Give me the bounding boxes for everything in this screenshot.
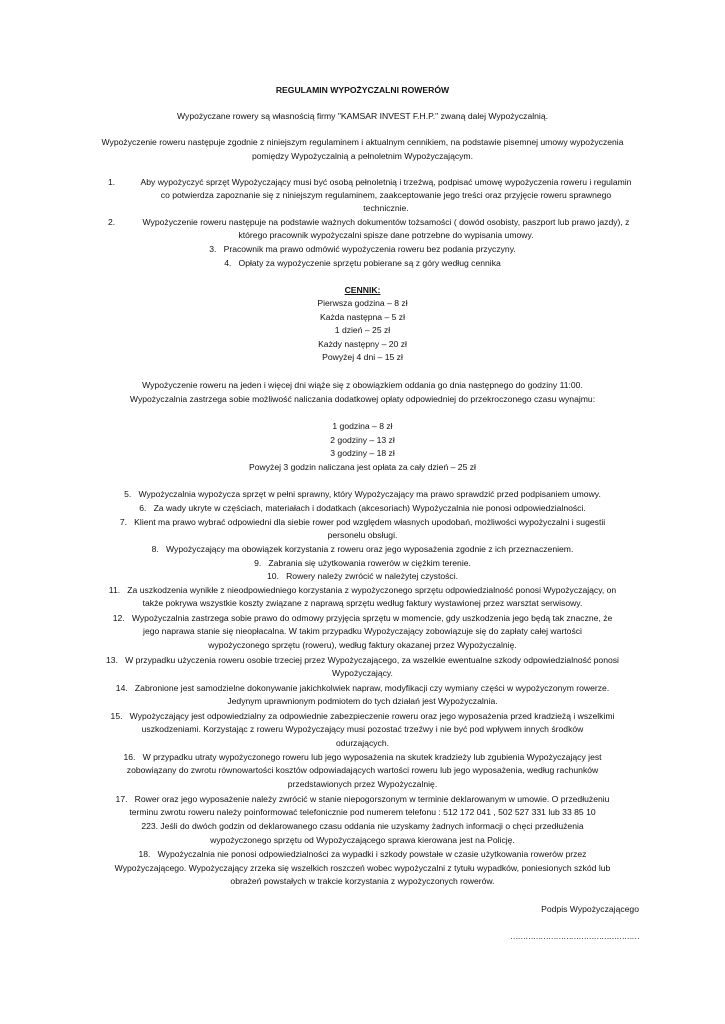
item-2-line-2: którego pracownik wypożyczalni spisze dane potrzebne do wypisania umowy. <box>238 230 534 240</box>
intro-paragraph-2b: pomiędzy Wypożyczalnią a pełnoletnim Wypożyczającym. <box>252 151 473 161</box>
item-18 <box>80 848 645 861</box>
item-number: 8. <box>151 544 159 554</box>
item-15-text-1: Wypożyczający jest odpowiedzialny za odpowiednie zabezpieczenie roweru oraz jego wyposażenia przed kradzieżą i wszelkimi <box>129 711 615 721</box>
item-number: 18. <box>138 849 151 859</box>
item-11 <box>80 584 645 597</box>
item-14 <box>80 682 645 695</box>
item-16 <box>80 751 645 764</box>
item-1-line-2: co potwierdza zapoznanie się z niniejszym regulaminem, zaakceptowanie jego treści oraz przyjęcie roweru sprawnego <box>160 190 612 200</box>
item-10 <box>80 570 645 583</box>
item-5-text: Wypożyczalnia wypożycza sprzęt w pełni sprawny, który Wypożyczający ma prawo sprawdzić przed podpisaniem umowy. <box>138 489 601 499</box>
late-fee-row: 3 godziny – 18 zł <box>330 448 395 458</box>
item-1-line-1: Aby wypożyczyć sprzęt Wypożyczający musi być osobą pełnoletnią i trzeźwą, podpisać umowę wypożyczenia roweru i regulamin <box>140 177 632 187</box>
item-2-line-1: Wypożyczenie roweru następuje na podstawie ważnych dokumentów tożsamości ( dowód osobisty, paszport lub prawo jazdy), z <box>142 217 630 227</box>
item-14-text-1: Zabronione jest samodzielne dokonywanie jakichkolwiek napraw, modyfikacji czy wymiany części w wypożyczonym rowerze. <box>134 683 610 693</box>
item-3-text: Pracownik ma prawo odmówić wypożyczenia roweru bez podania przyczyny. <box>223 244 516 254</box>
item-number: 2. <box>108 217 116 227</box>
item-number: 9. <box>254 558 262 568</box>
item-14-line-2: Jedynym uprawnionym podmiotem do tych działań jest Wypożyczalnia. <box>227 696 498 706</box>
late-return-paragraph-1: Wypożyczenie roweru na jeden i więcej dni wiąże się z obowiązkiem oddania go dnia następnego do godziny 11:00. <box>142 380 583 390</box>
item-number: 15. <box>110 711 123 721</box>
item-17-text-1: Rower oraz jego wyposażenie należy zwrócić w stanie niepogorszonym w terminie deklarowanym w umowie. O przedłużeniu <box>134 794 610 804</box>
signature-line: …………………………………………… <box>509 931 639 941</box>
item-3 <box>80 243 645 256</box>
item-number: 14. <box>115 683 128 693</box>
item-6 <box>80 502 645 515</box>
item-7-line-2: personelu obsługi. <box>327 530 398 540</box>
item-8 <box>80 543 645 556</box>
item-17-line-2: terminu zwrotu roweru należy poinformować telefonicznie pod numerem telefonu : 512 172 041 , 502 527 331 lub 33 85 10 <box>129 807 596 817</box>
item-16-line-3: przedstawionych przez Wypożyczalnię. <box>287 779 438 789</box>
item-number: 6. <box>139 503 147 513</box>
intro-paragraph-1: Wypożyczane rowery są własnością firmy "KAMSAR INVEST F.H.P." zwaną dalej Wypożyczalnią. <box>177 111 548 121</box>
item-17-line-3: 223. Jeśli do dwóch godzin od deklarowanego czasu oddania nie uzyskamy żadnych informacji o chęci przedłużenia <box>141 821 584 831</box>
item-15 <box>80 710 645 723</box>
item-11-text-1: Za uszkodzenia wynikłe z nieodpowiedniego korzystania z wypożyczonego sprzętu odpowiedzialność ponosi Wypożyczający, on <box>127 585 617 595</box>
item-13 <box>80 654 645 667</box>
item-6-text: Za wady ukryte w częściach, materiałach i dodatkach (akcesoriach) Wypożyczalnia nie ponosi odpowiedzialności. <box>153 503 586 513</box>
item-number: 1. <box>108 177 116 187</box>
item-13-line-2: Wypożyczający. <box>332 668 393 678</box>
item-number: 7. <box>119 517 127 527</box>
item-number: 17. <box>115 794 128 804</box>
item-number: 4. <box>224 258 232 268</box>
item-12-line-2: jego naprawa stanie się nieopłacalna. W takim przypadku Wypożyczający zobowiązuje się do zapłaty całej wartości <box>143 626 582 636</box>
item-7 <box>80 516 645 529</box>
item-5 <box>80 488 645 501</box>
item-17-line-4: wypożyczonego sprzętu od Wypożyczającego sprawa kierowana jest na Policję. <box>210 835 515 845</box>
item-15-line-2: uszkodzeniami. Korzystając z roweru Wypożyczający musi pozostać trzeźwy i nie być pod wpływem innych środków <box>141 724 584 734</box>
intro-paragraph-2a: Wypożyczenie roweru następuje zgodnie z niniejszym regulaminem i aktualnym cennikiem, na podstawie pisemnej umowy wypożyczenia <box>101 137 624 147</box>
item-number: 3. <box>209 244 217 254</box>
item-8-text: Wypożyczający ma obowiązek korzystania z roweru oraz jego wyposażenia zgodnie z ich przeznaczeniem. <box>165 544 574 554</box>
item-18-text-1: Wypożyczalnia nie ponosi odpowiedzialności za wypadki i szkody powstałe w czasie użytkowania rowerów przez <box>157 849 587 859</box>
signature-label: Podpis Wypożyczającego <box>541 904 639 914</box>
document-title: REGULAMIN WYPOŻYCZALNI ROWERÓW <box>275 85 450 95</box>
late-fee-row: 2 godziny – 13 zł <box>330 435 395 445</box>
item-number: 10. <box>266 571 279 581</box>
item-7-text-1: Klient ma prawo wybrać odpowiedni dla siebie rower pod względem własnych upodobań, możliwości wypożyczalni i sugestii <box>134 517 606 527</box>
item-number: 5. <box>124 489 132 499</box>
late-return-paragraph-2: Wypożyczalnia zastrzega sobie możliwość naliczania dodatkowej opłaty odpowiedniej do przekroczonego czasu wynajmu: <box>129 394 596 404</box>
item-9 <box>80 557 645 570</box>
item-number: 16. <box>123 752 136 762</box>
late-fee-row: 1 godzina – 8 zł <box>332 421 393 431</box>
pricing-row: Każdy następny – 20 zł <box>318 339 407 349</box>
item-4-text: Opłaty za wypożyczenie sprzętu pobierane są z góry według cennika <box>238 258 501 268</box>
item-9-text: Zabrania się użytkowania rowerów w ciężkim terenie. <box>268 558 471 568</box>
item-number: 11. <box>108 585 121 595</box>
pricing-heading: CENNIK: <box>344 285 381 295</box>
item-18-line-3: obrażeń powstałych w trakcie korzystania z wypożyczonych rowerów. <box>230 876 495 886</box>
item-12-text-1: Wypożyczalnia zastrzega sobie prawo do odmowy przyjęcia sprzętu w momencie, gdy uszkodzenia jego będą tak znaczne, że <box>131 613 613 623</box>
item-15-line-3: odurzających. <box>335 738 390 748</box>
item-16-text-1: W przypadku utraty wypożyczonego roweru lub jego wyposażenia na skutek kradzieży lub zgubienia Wypożyczający jest <box>142 752 602 762</box>
item-4 <box>80 257 645 270</box>
item-18-line-2: Wypożyczającego. Wypożyczający zrzeka się wszelkich roszczeń wobec wypożyczalni z tytułu wypadków, poniesionych szkód lub <box>114 863 611 873</box>
pricing-row: Powyżej 4 dni – 15 zł <box>322 352 403 362</box>
late-fee-row: Powyżej 3 godzin naliczana jest opłata za cały dzień – 25 zł <box>249 462 476 472</box>
item-16-line-2: zobowiązany do zwrotu równowartości kosztów odpowiadających wartości roweru lub jego wyposażenia, według rachunków <box>126 765 599 775</box>
item-number: 12. <box>112 613 125 623</box>
item-12-line-3: wypożyczonego sprzętu (roweru), według faktury okazanej przez Wypożyczalnię. <box>208 640 517 650</box>
item-10-text: Rowery należy zwrócić w należytej czystości. <box>286 571 459 581</box>
item-number: 13. <box>106 655 118 665</box>
pricing-row: Pierwsza godzina – 8 zł <box>317 298 408 308</box>
item-13-text-1: W przypadku użyczenia roweru osobie trzeciej przez Wypożyczającego, za wszelkie ewentualne szkody odpowiedzialność ponosi <box>125 655 619 665</box>
item-17 <box>80 793 645 806</box>
pricing-row: 1 dzień – 25 zł <box>334 325 391 335</box>
item-11-line-2: także pokrywa wszystkie koszty związane z naprawą sprzętu według faktury wystawionej przez warsztat serwisowy. <box>142 598 583 608</box>
item-12 <box>80 612 645 625</box>
item-1-line-3: technicznie. <box>363 203 409 213</box>
pricing-row: Każda następna – 5 zł <box>319 312 406 322</box>
